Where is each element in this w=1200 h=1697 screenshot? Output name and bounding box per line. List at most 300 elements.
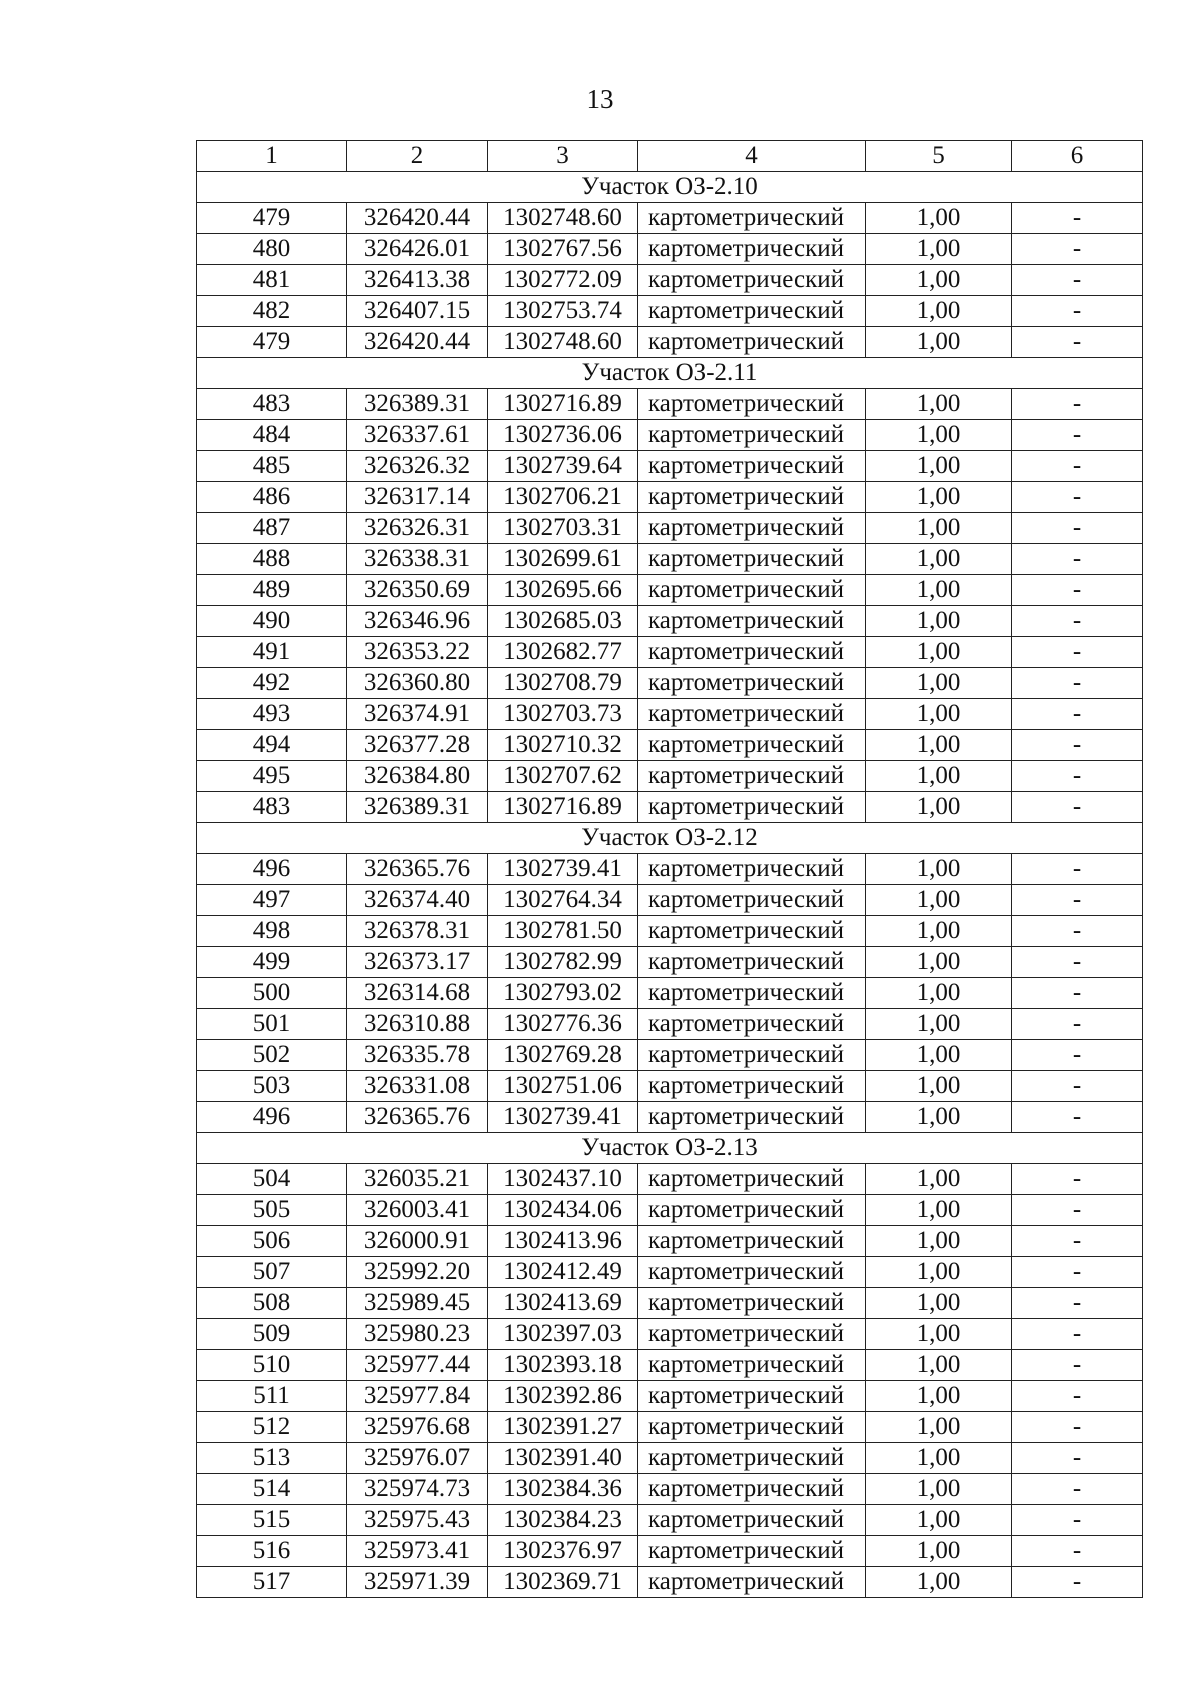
point-number-cell: 485: [197, 451, 347, 482]
accuracy-cell: 1,00: [866, 1567, 1012, 1598]
method-cell: картометрический: [638, 234, 866, 265]
accuracy-cell: 1,00: [866, 1536, 1012, 1567]
table-row: [197, 296, 1143, 327]
x-coordinate-cell: 325971.39: [347, 1567, 488, 1598]
description-cell: -: [1012, 792, 1143, 823]
description-cell: -: [1012, 1102, 1143, 1133]
point-number-cell: 487: [197, 513, 347, 544]
x-coordinate-cell: 326346.96: [347, 606, 488, 637]
table-row: [197, 1474, 1143, 1505]
y-coordinate-cell: 1302434.06: [488, 1195, 638, 1226]
y-coordinate-cell: 1302767.56: [488, 234, 638, 265]
point-number-cell: 481: [197, 265, 347, 296]
accuracy-cell: 1,00: [866, 637, 1012, 668]
x-coordinate-cell: 326420.44: [347, 327, 488, 358]
point-number-cell: 502: [197, 1040, 347, 1071]
table-row: [197, 916, 1143, 947]
y-coordinate-cell: 1302437.10: [488, 1164, 638, 1195]
method-cell: картометрический: [638, 761, 866, 792]
method-cell: картометрический: [638, 1164, 866, 1195]
y-coordinate-cell: 1302699.61: [488, 544, 638, 575]
accuracy-cell: 1,00: [866, 699, 1012, 730]
section-title: Участок ОЗ-2.10: [197, 172, 1143, 203]
table-row: [197, 606, 1143, 637]
accuracy-cell: 1,00: [866, 544, 1012, 575]
description-cell: -: [1012, 1319, 1143, 1350]
method-cell: картометрический: [638, 420, 866, 451]
accuracy-cell: 1,00: [866, 1009, 1012, 1040]
method-cell: картометрический: [638, 451, 866, 482]
description-cell: -: [1012, 1350, 1143, 1381]
x-coordinate-cell: 326389.31: [347, 792, 488, 823]
description-cell: -: [1012, 234, 1143, 265]
y-coordinate-cell: 1302772.09: [488, 265, 638, 296]
description-cell: -: [1012, 513, 1143, 544]
table-row: [197, 1040, 1143, 1071]
x-coordinate-cell: 325977.44: [347, 1350, 488, 1381]
table-row: [197, 1505, 1143, 1536]
table-row: [197, 978, 1143, 1009]
method-cell: картометрический: [638, 637, 866, 668]
x-coordinate-cell: 326314.68: [347, 978, 488, 1009]
accuracy-cell: 1,00: [866, 1164, 1012, 1195]
description-cell: -: [1012, 854, 1143, 885]
method-cell: картометрический: [638, 1071, 866, 1102]
y-coordinate-cell: 1302695.66: [488, 575, 638, 606]
x-coordinate-cell: 326420.44: [347, 203, 488, 234]
point-number-cell: 489: [197, 575, 347, 606]
method-cell: картометрический: [638, 513, 866, 544]
point-number-cell: 496: [197, 1102, 347, 1133]
x-coordinate-cell: 325974.73: [347, 1474, 488, 1505]
section-row: [197, 1133, 1143, 1164]
accuracy-cell: 1,00: [866, 1381, 1012, 1412]
accuracy-cell: 1,00: [866, 203, 1012, 234]
method-cell: картометрический: [638, 203, 866, 234]
table-row: [197, 1381, 1143, 1412]
table-row: [197, 1164, 1143, 1195]
y-coordinate-cell: 1302703.73: [488, 699, 638, 730]
point-number-cell: 512: [197, 1412, 347, 1443]
description-cell: -: [1012, 606, 1143, 637]
accuracy-cell: 1,00: [866, 327, 1012, 358]
x-coordinate-cell: 326378.31: [347, 916, 488, 947]
x-coordinate-cell: 325976.07: [347, 1443, 488, 1474]
point-number-cell: 516: [197, 1536, 347, 1567]
description-cell: -: [1012, 575, 1143, 606]
section-title: Участок ОЗ-2.13: [197, 1133, 1143, 1164]
description-cell: -: [1012, 885, 1143, 916]
table-row: [197, 885, 1143, 916]
description-cell: -: [1012, 1071, 1143, 1102]
accuracy-cell: 1,00: [866, 1195, 1012, 1226]
accuracy-cell: 1,00: [866, 668, 1012, 699]
x-coordinate-cell: 326326.32: [347, 451, 488, 482]
accuracy-cell: 1,00: [866, 730, 1012, 761]
x-coordinate-cell: 325977.84: [347, 1381, 488, 1412]
x-coordinate-cell: 325975.43: [347, 1505, 488, 1536]
method-cell: картометрический: [638, 916, 866, 947]
point-number-cell: 479: [197, 327, 347, 358]
x-coordinate-cell: 326035.21: [347, 1164, 488, 1195]
point-number-cell: 509: [197, 1319, 347, 1350]
table-row: [197, 1288, 1143, 1319]
y-coordinate-cell: 1302739.41: [488, 1102, 638, 1133]
description-cell: -: [1012, 699, 1143, 730]
point-number-cell: 494: [197, 730, 347, 761]
method-cell: картометрический: [638, 1195, 866, 1226]
y-coordinate-cell: 1302397.03: [488, 1319, 638, 1350]
header-cell: 6: [1012, 141, 1143, 172]
y-coordinate-cell: 1302793.02: [488, 978, 638, 1009]
description-cell: -: [1012, 1505, 1143, 1536]
method-cell: картометрический: [638, 1040, 866, 1071]
method-cell: картометрический: [638, 1412, 866, 1443]
y-coordinate-cell: 1302764.34: [488, 885, 638, 916]
point-number-cell: 503: [197, 1071, 347, 1102]
coordinates-table: [196, 140, 1143, 1598]
accuracy-cell: 1,00: [866, 1319, 1012, 1350]
x-coordinate-cell: 326365.76: [347, 1102, 488, 1133]
point-number-cell: 493: [197, 699, 347, 730]
accuracy-cell: 1,00: [866, 482, 1012, 513]
table-row: [197, 1071, 1143, 1102]
y-coordinate-cell: 1302391.40: [488, 1443, 638, 1474]
accuracy-cell: 1,00: [866, 234, 1012, 265]
accuracy-cell: 1,00: [866, 1040, 1012, 1071]
point-number-cell: 486: [197, 482, 347, 513]
y-coordinate-cell: 1302748.60: [488, 327, 638, 358]
point-number-cell: 505: [197, 1195, 347, 1226]
table-row: [197, 1102, 1143, 1133]
accuracy-cell: 1,00: [866, 947, 1012, 978]
table-row: [197, 637, 1143, 668]
y-coordinate-cell: 1302716.89: [488, 792, 638, 823]
accuracy-cell: 1,00: [866, 513, 1012, 544]
description-cell: -: [1012, 1226, 1143, 1257]
point-number-cell: 501: [197, 1009, 347, 1040]
accuracy-cell: 1,00: [866, 885, 1012, 916]
description-cell: -: [1012, 1381, 1143, 1412]
method-cell: картометрический: [638, 1350, 866, 1381]
method-cell: картометрический: [638, 1505, 866, 1536]
method-cell: картометрический: [638, 885, 866, 916]
point-number-cell: 483: [197, 792, 347, 823]
method-cell: картометрический: [638, 1474, 866, 1505]
accuracy-cell: 1,00: [866, 1257, 1012, 1288]
x-coordinate-cell: 326331.08: [347, 1071, 488, 1102]
description-cell: -: [1012, 1474, 1143, 1505]
header-cell: 2: [347, 141, 488, 172]
point-number-cell: 508: [197, 1288, 347, 1319]
description-cell: -: [1012, 637, 1143, 668]
method-cell: картометрический: [638, 978, 866, 1009]
y-coordinate-cell: 1302391.27: [488, 1412, 638, 1443]
page-number: 13: [586, 84, 614, 114]
table-row: [197, 854, 1143, 885]
x-coordinate-cell: 326426.01: [347, 234, 488, 265]
table-row: [197, 575, 1143, 606]
x-coordinate-cell: 326003.41: [347, 1195, 488, 1226]
table-row: [197, 947, 1143, 978]
point-number-cell: 514: [197, 1474, 347, 1505]
table-row: [197, 699, 1143, 730]
point-number-cell: 497: [197, 885, 347, 916]
method-cell: картометрический: [638, 265, 866, 296]
description-cell: -: [1012, 730, 1143, 761]
method-cell: картометрический: [638, 730, 866, 761]
accuracy-cell: 1,00: [866, 1350, 1012, 1381]
description-cell: -: [1012, 544, 1143, 575]
y-coordinate-cell: 1302685.03: [488, 606, 638, 637]
y-coordinate-cell: 1302781.50: [488, 916, 638, 947]
y-coordinate-cell: 1302753.74: [488, 296, 638, 327]
description-cell: -: [1012, 203, 1143, 234]
y-coordinate-cell: 1302369.71: [488, 1567, 638, 1598]
method-cell: картометрический: [638, 1567, 866, 1598]
x-coordinate-cell: 326389.31: [347, 389, 488, 420]
y-coordinate-cell: 1302707.62: [488, 761, 638, 792]
method-cell: картометрический: [638, 1319, 866, 1350]
description-cell: -: [1012, 296, 1143, 327]
accuracy-cell: 1,00: [866, 916, 1012, 947]
table-row: [197, 265, 1143, 296]
point-number-cell: 513: [197, 1443, 347, 1474]
point-number-cell: 482: [197, 296, 347, 327]
y-coordinate-cell: 1302706.21: [488, 482, 638, 513]
description-cell: -: [1012, 978, 1143, 1009]
table-row: [197, 1195, 1143, 1226]
table-row: [197, 1319, 1143, 1350]
point-number-cell: 480: [197, 234, 347, 265]
point-number-cell: 511: [197, 1381, 347, 1412]
accuracy-cell: 1,00: [866, 420, 1012, 451]
x-coordinate-cell: 326407.15: [347, 296, 488, 327]
accuracy-cell: 1,00: [866, 761, 1012, 792]
accuracy-cell: 1,00: [866, 854, 1012, 885]
point-number-cell: 507: [197, 1257, 347, 1288]
table-row: [197, 1536, 1143, 1567]
description-cell: -: [1012, 916, 1143, 947]
method-cell: картометрический: [638, 327, 866, 358]
accuracy-cell: 1,00: [866, 1443, 1012, 1474]
point-number-cell: 504: [197, 1164, 347, 1195]
y-coordinate-cell: 1302412.49: [488, 1257, 638, 1288]
x-coordinate-cell: 326000.91: [347, 1226, 488, 1257]
point-number-cell: 499: [197, 947, 347, 978]
table-row: [197, 482, 1143, 513]
x-coordinate-cell: 325992.20: [347, 1257, 488, 1288]
x-coordinate-cell: 326377.28: [347, 730, 488, 761]
description-cell: -: [1012, 668, 1143, 699]
table-row: [197, 327, 1143, 358]
accuracy-cell: 1,00: [866, 1102, 1012, 1133]
section-title: Участок ОЗ-2.12: [197, 823, 1143, 854]
x-coordinate-cell: 325973.41: [347, 1536, 488, 1567]
method-cell: картометрический: [638, 854, 866, 885]
description-cell: -: [1012, 1040, 1143, 1071]
x-coordinate-cell: 326360.80: [347, 668, 488, 699]
x-coordinate-cell: 326384.80: [347, 761, 488, 792]
point-number-cell: 500: [197, 978, 347, 1009]
point-number-cell: 492: [197, 668, 347, 699]
header-cell: 1: [197, 141, 347, 172]
accuracy-cell: 1,00: [866, 792, 1012, 823]
accuracy-cell: 1,00: [866, 1071, 1012, 1102]
table-row: [197, 389, 1143, 420]
point-number-cell: 483: [197, 389, 347, 420]
y-coordinate-cell: 1302776.36: [488, 1009, 638, 1040]
x-coordinate-cell: 326337.61: [347, 420, 488, 451]
description-cell: -: [1012, 947, 1143, 978]
point-number-cell: 484: [197, 420, 347, 451]
description-cell: -: [1012, 1536, 1143, 1567]
table-body: [197, 141, 1143, 1598]
description-cell: -: [1012, 482, 1143, 513]
description-cell: -: [1012, 1195, 1143, 1226]
section-row: [197, 358, 1143, 389]
table-row: [197, 420, 1143, 451]
y-coordinate-cell: 1302392.86: [488, 1381, 638, 1412]
point-number-cell: 495: [197, 761, 347, 792]
header-cell: 3: [488, 141, 638, 172]
table-row: [197, 1567, 1143, 1598]
description-cell: -: [1012, 1412, 1143, 1443]
method-cell: картометрический: [638, 1257, 866, 1288]
point-number-cell: 479: [197, 203, 347, 234]
x-coordinate-cell: 326350.69: [347, 575, 488, 606]
table-row: [197, 792, 1143, 823]
accuracy-cell: 1,00: [866, 1226, 1012, 1257]
description-cell: -: [1012, 1009, 1143, 1040]
x-coordinate-cell: 326413.38: [347, 265, 488, 296]
description-cell: -: [1012, 1288, 1143, 1319]
x-coordinate-cell: 326365.76: [347, 854, 488, 885]
y-coordinate-cell: 1302716.89: [488, 389, 638, 420]
x-coordinate-cell: 326317.14: [347, 482, 488, 513]
method-cell: картометрический: [638, 1102, 866, 1133]
point-number-cell: 515: [197, 1505, 347, 1536]
y-coordinate-cell: 1302413.69: [488, 1288, 638, 1319]
description-cell: -: [1012, 1567, 1143, 1598]
y-coordinate-cell: 1302782.99: [488, 947, 638, 978]
method-cell: картометрический: [638, 699, 866, 730]
accuracy-cell: 1,00: [866, 451, 1012, 482]
section-title: Участок ОЗ-2.11: [197, 358, 1143, 389]
x-coordinate-cell: 326310.88: [347, 1009, 488, 1040]
accuracy-cell: 1,00: [866, 265, 1012, 296]
description-cell: -: [1012, 265, 1143, 296]
accuracy-cell: 1,00: [866, 1412, 1012, 1443]
table-row: [197, 1226, 1143, 1257]
x-coordinate-cell: 326374.91: [347, 699, 488, 730]
method-cell: картометрический: [638, 1226, 866, 1257]
accuracy-cell: 1,00: [866, 296, 1012, 327]
accuracy-cell: 1,00: [866, 1474, 1012, 1505]
table-row: [197, 451, 1143, 482]
accuracy-cell: 1,00: [866, 575, 1012, 606]
y-coordinate-cell: 1302739.41: [488, 854, 638, 885]
point-number-cell: 498: [197, 916, 347, 947]
accuracy-cell: 1,00: [866, 1288, 1012, 1319]
section-row: [197, 823, 1143, 854]
y-coordinate-cell: 1302384.36: [488, 1474, 638, 1505]
point-number-cell: 490: [197, 606, 347, 637]
point-number-cell: 517: [197, 1567, 347, 1598]
table-row: [197, 234, 1143, 265]
accuracy-cell: 1,00: [866, 606, 1012, 637]
description-cell: -: [1012, 761, 1143, 792]
description-cell: -: [1012, 1164, 1143, 1195]
table-row: [197, 761, 1143, 792]
y-coordinate-cell: 1302393.18: [488, 1350, 638, 1381]
header-cell: 4: [638, 141, 866, 172]
table-row: [197, 203, 1143, 234]
x-coordinate-cell: 326335.78: [347, 1040, 488, 1071]
description-cell: -: [1012, 420, 1143, 451]
method-cell: картометрический: [638, 1288, 866, 1319]
table-row: [197, 544, 1143, 575]
y-coordinate-cell: 1302736.06: [488, 420, 638, 451]
table-row: [197, 1009, 1143, 1040]
point-number-cell: 496: [197, 854, 347, 885]
method-cell: картометрический: [638, 389, 866, 420]
header-row: [197, 141, 1143, 172]
table-row: [197, 513, 1143, 544]
x-coordinate-cell: 326326.31: [347, 513, 488, 544]
x-coordinate-cell: 325976.68: [347, 1412, 488, 1443]
description-cell: -: [1012, 1443, 1143, 1474]
accuracy-cell: 1,00: [866, 1505, 1012, 1536]
accuracy-cell: 1,00: [866, 978, 1012, 1009]
method-cell: картометрический: [638, 1381, 866, 1412]
y-coordinate-cell: 1302751.06: [488, 1071, 638, 1102]
y-coordinate-cell: 1302703.31: [488, 513, 638, 544]
method-cell: картометрический: [638, 544, 866, 575]
table-row: [197, 668, 1143, 699]
x-coordinate-cell: 325980.23: [347, 1319, 488, 1350]
point-number-cell: 506: [197, 1226, 347, 1257]
description-cell: -: [1012, 451, 1143, 482]
table-row: [197, 730, 1143, 761]
method-cell: картометрический: [638, 1443, 866, 1474]
section-row: [197, 172, 1143, 203]
y-coordinate-cell: 1302769.28: [488, 1040, 638, 1071]
y-coordinate-cell: 1302710.32: [488, 730, 638, 761]
table-row: [197, 1350, 1143, 1381]
method-cell: картометрический: [638, 1536, 866, 1567]
method-cell: картометрический: [638, 947, 866, 978]
method-cell: картометрический: [638, 1009, 866, 1040]
x-coordinate-cell: 326353.22: [347, 637, 488, 668]
point-number-cell: 488: [197, 544, 347, 575]
method-cell: картометрический: [638, 668, 866, 699]
table-row: [197, 1257, 1143, 1288]
x-coordinate-cell: 325989.45: [347, 1288, 488, 1319]
y-coordinate-cell: 1302739.64: [488, 451, 638, 482]
method-cell: картометрический: [638, 296, 866, 327]
description-cell: -: [1012, 327, 1143, 358]
table-row: [197, 1443, 1143, 1474]
method-cell: картометрический: [638, 482, 866, 513]
description-cell: -: [1012, 389, 1143, 420]
y-coordinate-cell: 1302708.79: [488, 668, 638, 699]
y-coordinate-cell: 1302682.77: [488, 637, 638, 668]
y-coordinate-cell: 1302376.97: [488, 1536, 638, 1567]
x-coordinate-cell: 326338.31: [347, 544, 488, 575]
y-coordinate-cell: 1302748.60: [488, 203, 638, 234]
point-number-cell: 510: [197, 1350, 347, 1381]
